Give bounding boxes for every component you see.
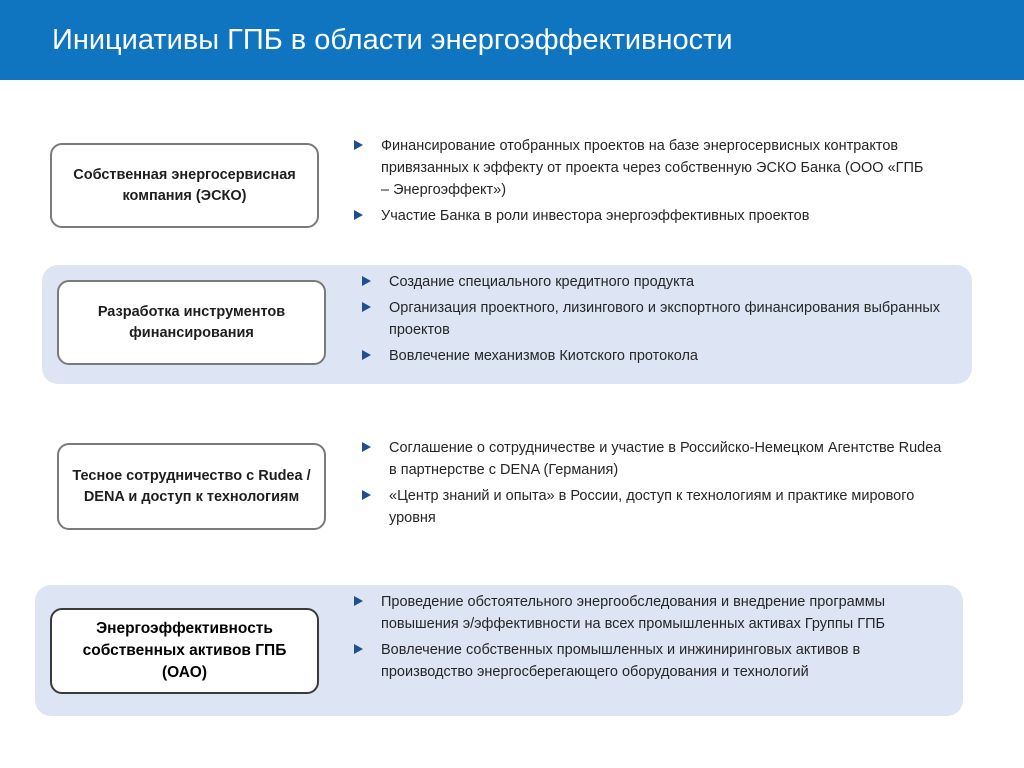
bullet-text: Создание специального кредитного продукта	[389, 274, 695, 290]
list-item	[354, 639, 952, 683]
section-box-esco	[50, 143, 319, 228]
section-box-financing	[57, 280, 326, 365]
section-box-label: Тесное сотрудничество с Rudea / DENA и доступ к технологиям	[72, 467, 311, 505]
bullet-text: «Центр знаний и опыта» в России, доступ к технологиям и практике мирового уровня	[389, 488, 915, 526]
triangle-bullet-icon	[362, 350, 371, 360]
bullet-text: Соглашение о сотрудничестве и участие в Российско-Немецком Агентстве Rudea в партнерстве с DENA (Германия)	[389, 440, 942, 478]
triangle-bullet-icon	[362, 490, 371, 500]
section-box-rudea	[57, 443, 326, 530]
bullet-text: Проведение обстоятельного энергообследования и внедрение программы повышения э/эффективности на всех промышленных активах Группы ГПБ	[381, 594, 886, 632]
triangle-bullet-icon	[354, 644, 363, 654]
triangle-bullet-icon	[354, 210, 363, 220]
triangle-bullet-icon	[362, 276, 371, 286]
triangle-bullet-icon	[354, 140, 363, 150]
section-box-label: Собственная энергосервисная компания (ЭСКО)	[73, 166, 296, 204]
bullet-list-esco	[354, 135, 924, 231]
bullet-text: Участие Банка в роли инвестора энергоэффективных проектов	[381, 208, 810, 224]
page-title: Инициативы ГПБ в области энергоэффективности	[52, 24, 733, 56]
title-bar	[0, 0, 1024, 80]
list-item	[362, 297, 962, 341]
list-item	[354, 205, 924, 227]
bullet-text: Вовлечение механизмов Киотского протокола	[389, 348, 698, 364]
section-box-own-assets	[50, 608, 319, 694]
bullet-list-rudea	[362, 437, 952, 533]
section-box-label: Энергоэффективность собственных активов ГПБ (ОАО)	[82, 620, 287, 681]
list-item	[362, 437, 952, 481]
bullet-list-financing	[362, 271, 962, 371]
triangle-bullet-icon	[362, 302, 371, 312]
bullet-text: Вовлечение собственных промышленных и инжиниринговых активов в производство энергосберегающего оборудования и технологий	[381, 642, 861, 680]
list-item	[362, 345, 962, 367]
triangle-bullet-icon	[354, 596, 363, 606]
section-box-label: Разработка инструментов финансирования	[97, 303, 286, 341]
bullet-list-own-assets	[354, 591, 952, 687]
bullet-text: Финансирование отобранных проектов на базе энергосервисных контрактов привязанных к эффекту от проекта через собственную ЭСКО Банка (ООО «ГПБ – Энергоэффект»)	[381, 138, 924, 198]
list-item	[362, 485, 952, 529]
bullet-text: Организация проектного, лизингового и экспортного финансирования выбранных проектов	[389, 300, 940, 338]
list-item	[362, 271, 962, 293]
list-item	[354, 135, 924, 201]
list-item	[354, 591, 952, 635]
triangle-bullet-icon	[362, 442, 371, 452]
